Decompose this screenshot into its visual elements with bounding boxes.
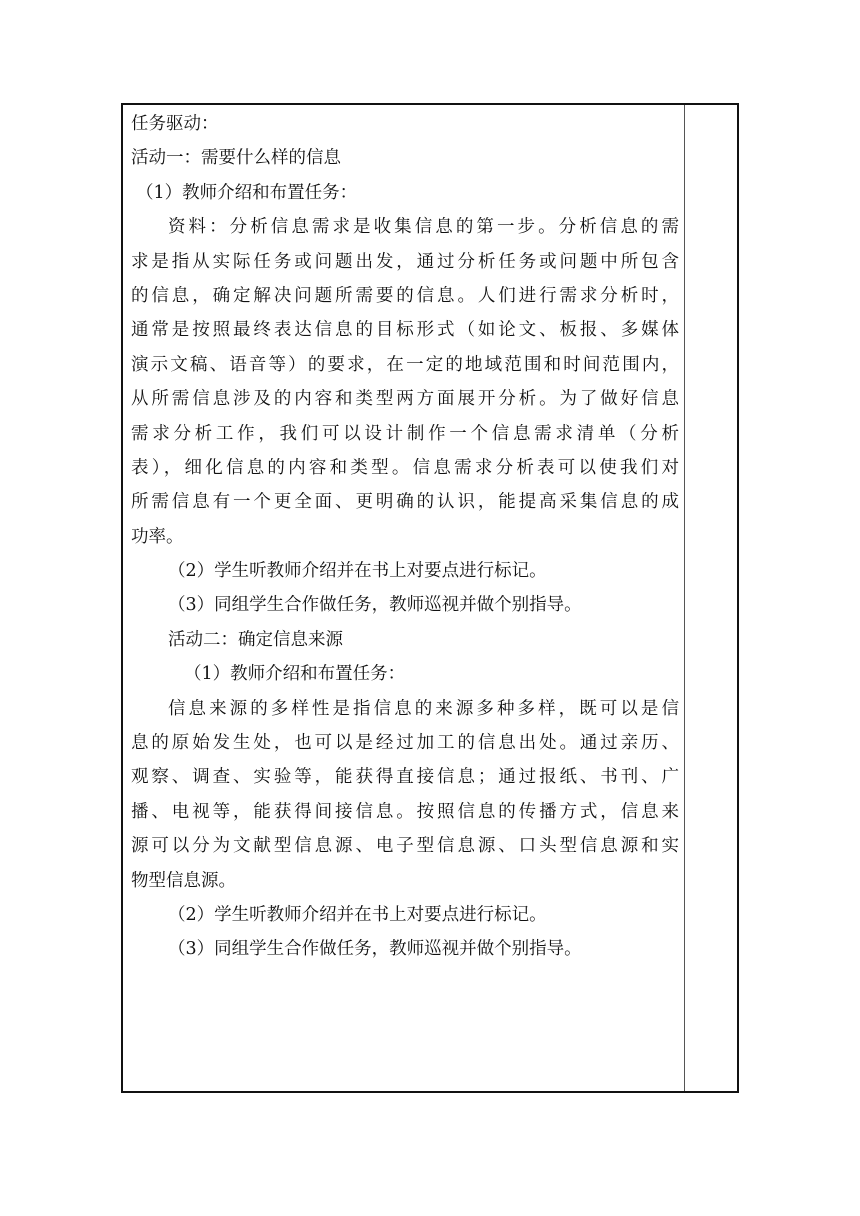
paragraph-line: 物型信息源。	[131, 870, 236, 891]
step-line: （1）教师介绍和布置任务：	[136, 182, 358, 203]
paragraph-line: 所需信息有一个更全面、更明确的认识，能提高采集信息的成	[131, 492, 679, 513]
lesson-content-cell	[131, 107, 679, 967]
step-line: （1）教师介绍和布置任务：	[184, 664, 406, 685]
paragraph-line: 需求分析工作，我们可以设计制作一个信息需求清单（分析	[131, 423, 679, 444]
notes-cell	[685, 105, 737, 1091]
paragraph-line: 演示文稿、语音等）的要求，在一定的地域范围和时间范围内，	[131, 354, 679, 375]
paragraph-line: 表），细化信息的内容和类型。信息需求分析表可以使我们对	[131, 457, 679, 478]
step-line: （2）学生听教师介绍并在书上对要点进行标记。	[168, 904, 547, 925]
activity-heading: 活动二：确定信息来源	[168, 629, 343, 650]
paragraph-line: 源可以分为文献型信息源、电子型信息源、口头型信息源和实	[131, 836, 679, 857]
paragraph-line: 从所需信息涉及的内容和类型两方面展开分析。为了做好信息	[131, 389, 679, 410]
paragraph-line: 播、电视等，能获得间接信息。按照信息的传播方式，信息来	[131, 801, 679, 822]
section-heading: 任务驱动：	[131, 114, 219, 134]
paragraph-line: 的信息，确定解决问题所需要的信息。人们进行需求分析时，	[131, 285, 679, 306]
paragraph-line: 息的原始发生处，也可以是经过加工的信息出处。通过亲历、	[131, 733, 679, 754]
paragraph-line: 求是指从实际任务或问题出发，通过分析任务或问题中所包含	[131, 251, 679, 272]
paragraph-line: 观察、调查、实验等，能获得直接信息；通过报纸、书刊、广	[131, 767, 679, 788]
step-line: （3）同组学生合作做任务，教师巡视并做个别指导。	[168, 939, 582, 960]
paragraph-line: 通常是按照最终表达信息的目标形式（如论文、板报、多媒体	[131, 320, 679, 341]
step-line: （3）同组学生合作做任务，教师巡视并做个别指导。	[168, 595, 582, 616]
activity-heading: 活动一：需要什么样的信息	[131, 148, 341, 169]
step-line: （2）学生听教师介绍并在书上对要点进行标记。	[168, 561, 547, 582]
paragraph-line: 功率。	[131, 526, 184, 547]
paragraph-line: 信息来源的多样性是指信息的来源多种多样，既可以是信	[168, 698, 679, 719]
lesson-table	[121, 103, 739, 1093]
paragraph-line: 资料：分析信息需求是收集信息的第一步。分析信息的需	[168, 217, 679, 238]
